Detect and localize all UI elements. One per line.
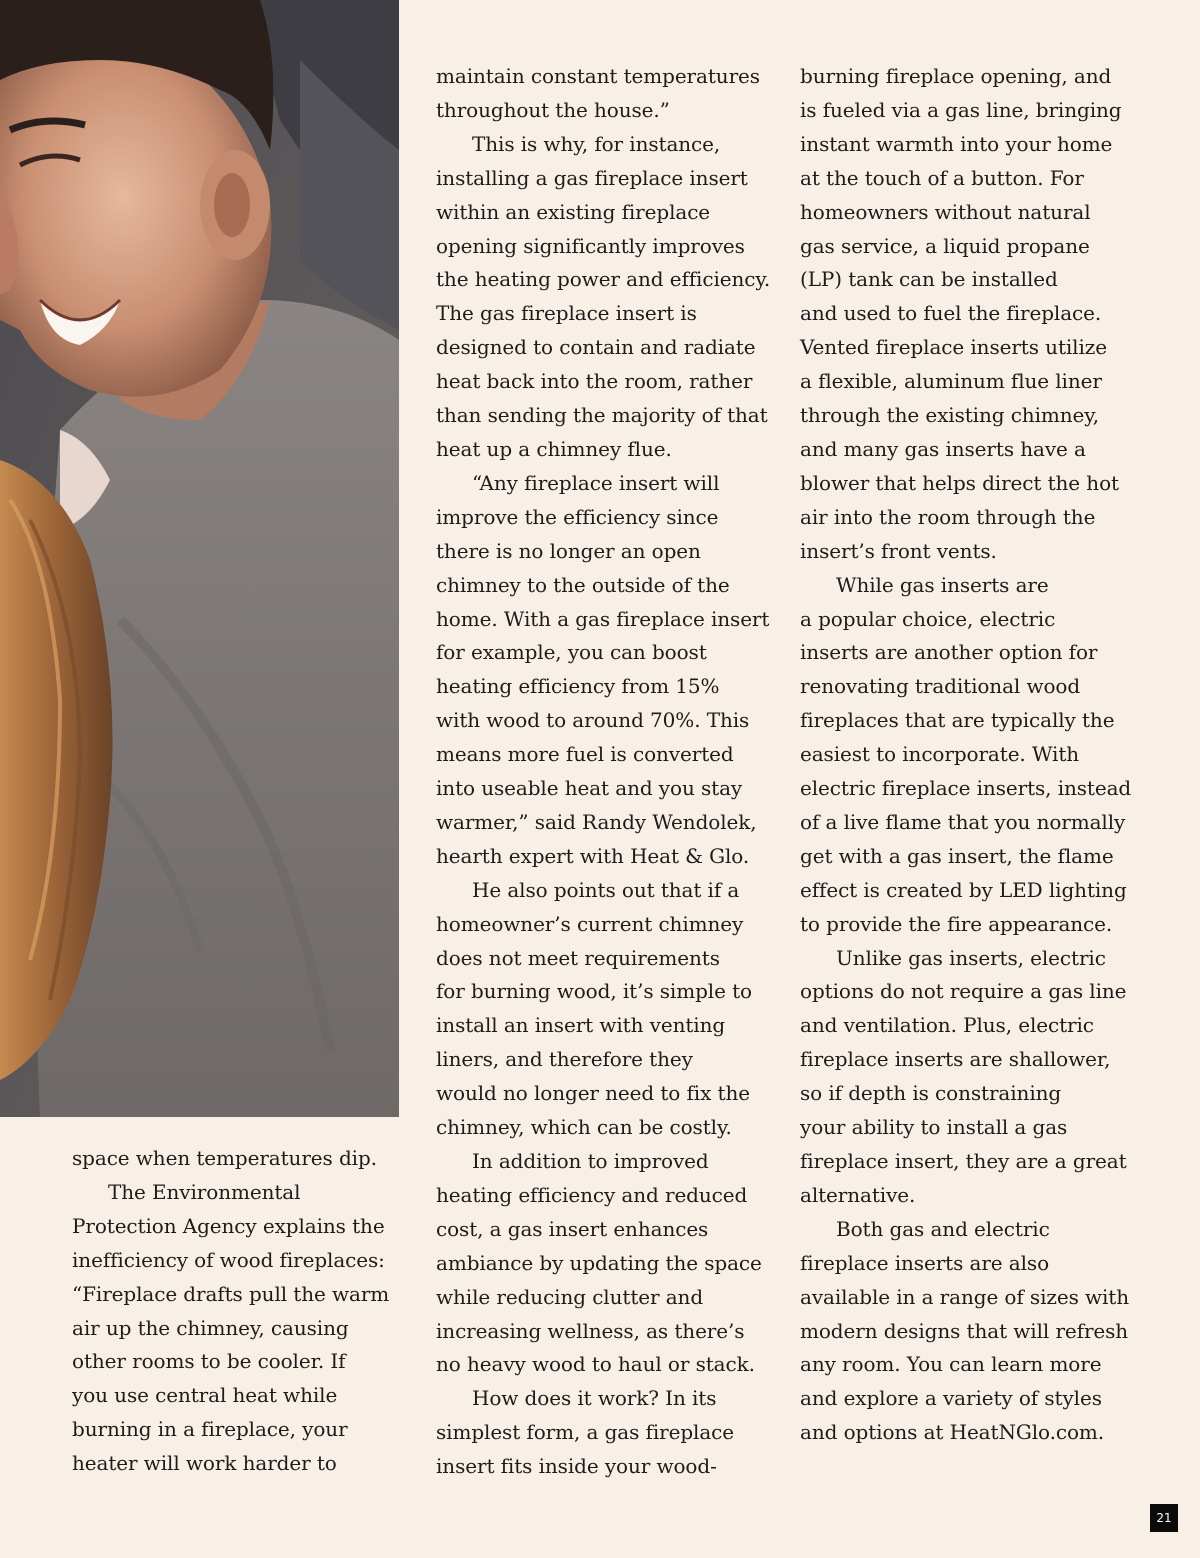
text-line: electric fireplace inserts, instead [800, 776, 1132, 801]
photo-illustration [0, 0, 399, 1117]
text-line: heater will work harder to [72, 1451, 337, 1476]
text-line: instant warmth into your home [800, 131, 1113, 156]
text-line: “Any fireplace insert will [472, 470, 720, 495]
text-line: heating efficiency from 15% [436, 674, 720, 699]
text-line: no heavy wood to haul or stack. [436, 1352, 755, 1377]
text-line: chimney, which can be costly. [436, 1115, 732, 1140]
text-line: a flexible, aluminum flue liner [800, 369, 1102, 394]
text-line: home. With a gas fireplace insert [436, 606, 770, 631]
text-line: chimney to the outside of the [436, 572, 730, 597]
text-line: hearth expert with Heat & Glo. [436, 843, 750, 868]
text-line: effect is created by LED lighting [800, 877, 1127, 902]
paragraph [436, 874, 771, 1145]
text-line: while reducing clutter and [436, 1284, 704, 1309]
text-line: This is why, for instance, [472, 131, 721, 156]
text-line: insert fits inside your wood- [436, 1454, 717, 1479]
text-line: homeowners without natural [800, 199, 1091, 224]
paragraph [436, 1382, 771, 1484]
page-number: 21 [1150, 1504, 1178, 1532]
text-line: and used to fuel the fireplace. [800, 301, 1102, 326]
text-line: to provide the fire appearance. [800, 911, 1113, 936]
text-line: space when temperatures dip. [72, 1146, 377, 1170]
text-line: of a live flame that you normally [800, 809, 1126, 834]
text-line: would no longer need to fix the [436, 1081, 750, 1106]
text-line: designed to contain and radiate [436, 335, 756, 360]
text-line: homeowner’s current chimney [436, 911, 744, 936]
text-line: means more fuel is converted [436, 742, 734, 767]
text-line: heat back into the room, rather [436, 369, 753, 394]
text-line: increasing wellness, as there’s [436, 1318, 745, 1343]
text-line: heat up a chimney flue. [436, 436, 672, 461]
paragraph [436, 467, 771, 874]
text-line: any room. You can learn more [800, 1352, 1102, 1377]
paragraph [800, 1213, 1135, 1450]
text-line: He also points out that if a [472, 877, 740, 902]
text-line: fireplace inserts are also [800, 1250, 1050, 1275]
text-line: burning fireplace opening, and [800, 64, 1112, 88]
text-line: How does it work? In its [472, 1386, 717, 1411]
text-line: blower that helps direct the hot [800, 470, 1119, 495]
text-line: opening significantly improves [436, 233, 745, 258]
paragraph [800, 60, 1135, 569]
text-line: available in a range of sizes with [800, 1284, 1130, 1309]
text-line: for burning wood, it’s simple to [436, 979, 752, 1004]
text-line: within an existing fireplace [436, 199, 711, 224]
text-line: does not meet requirements [436, 945, 720, 970]
text-line: easiest to incorporate. With [800, 742, 1080, 767]
text-line: cost, a gas insert enhances [436, 1216, 709, 1241]
text-column-1 [72, 1142, 392, 1481]
text-line: improve the efficiency since [436, 504, 719, 529]
text-line: through the existing chimney, [800, 403, 1100, 428]
text-line: is fueled via a gas line, bringing [800, 97, 1122, 122]
text-line: burning in a fireplace, your [72, 1417, 348, 1442]
text-line: and explore a variety of styles [800, 1386, 1102, 1411]
text-line: so if depth is constraining [800, 1081, 1062, 1106]
text-line: (LP) tank can be installed [800, 267, 1058, 292]
text-line: air up the chimney, causing [72, 1315, 349, 1340]
text-line: Vented fireplace inserts utilize [800, 335, 1107, 360]
paragraph [436, 1145, 771, 1382]
paragraph [72, 1142, 392, 1176]
paragraph [800, 569, 1135, 942]
text-column-3 [800, 60, 1135, 1450]
text-line: your ability to install a gas [800, 1115, 1068, 1140]
text-line: the heating power and efficiency. [436, 267, 771, 292]
text-line: install an insert with venting [436, 1013, 726, 1038]
text-line: options do not require a gas line [800, 979, 1127, 1004]
text-line: and many gas inserts have a [800, 436, 1086, 461]
text-line: air into the room through the [800, 504, 1096, 529]
text-line: and ventilation. Plus, electric [800, 1013, 1094, 1038]
paragraph [436, 128, 771, 467]
text-line: The gas fireplace insert is [436, 301, 697, 326]
text-line: maintain constant temperatures [436, 64, 760, 88]
text-line: heating efficiency and reduced [436, 1182, 748, 1207]
text-line: renovating traditional wood [800, 674, 1081, 699]
text-line: get with a gas insert, the flame [800, 843, 1114, 868]
paragraph [436, 60, 771, 128]
text-line: with wood to around 70%. This [436, 708, 750, 733]
text-line: “Fireplace drafts pull the warm [72, 1281, 390, 1306]
text-line: alternative. [800, 1182, 916, 1207]
text-line: at the touch of a button. For [800, 165, 1084, 190]
text-line: modern designs that will refresh [800, 1318, 1129, 1343]
paragraph [800, 942, 1135, 1213]
text-line: a popular choice, electric [800, 606, 1056, 631]
text-line: gas service, a liquid propane [800, 233, 1090, 258]
text-line: fireplace inserts are shallower, [800, 1047, 1111, 1072]
text-line: inefficiency of wood fireplaces: [72, 1247, 385, 1272]
text-line: In addition to improved [472, 1149, 709, 1173]
text-line: warmer,” said Randy Wendolek, [436, 809, 757, 834]
text-line: Both gas and electric [836, 1216, 1050, 1241]
text-line: there is no longer an open [436, 538, 701, 563]
text-line: throughout the house.” [436, 97, 670, 122]
text-line: inserts are another option for [800, 640, 1098, 665]
text-line: and options at HeatNGlo.com. [800, 1420, 1105, 1445]
text-line: While gas inserts are [836, 572, 1049, 597]
text-line: fireplaces that are typically the [800, 708, 1115, 733]
text-line: Unlike gas inserts, electric [836, 945, 1106, 970]
text-line: for example, you can boost [436, 640, 707, 665]
text-line: liners, and therefore they [436, 1047, 693, 1072]
paragraph [72, 1176, 392, 1481]
text-line: installing a gas fireplace insert [436, 165, 748, 190]
photo-couple-smiling [0, 0, 399, 1117]
text-line: ambiance by updating the space [436, 1250, 762, 1275]
text-line: insert’s front vents. [800, 538, 997, 563]
text-line: The Environmental [108, 1179, 301, 1204]
text-line: fireplace insert, they are a great [800, 1149, 1127, 1173]
text-line: than sending the majority of that [436, 403, 768, 428]
text-column-2 [436, 60, 771, 1484]
text-line: simplest form, a gas fireplace [436, 1420, 734, 1445]
text-line: other rooms to be cooler. If [72, 1349, 346, 1374]
text-line: you use central heat while [72, 1383, 338, 1408]
text-line: into useable heat and you stay [436, 776, 743, 801]
text-line: Protection Agency explains the [72, 1213, 385, 1238]
